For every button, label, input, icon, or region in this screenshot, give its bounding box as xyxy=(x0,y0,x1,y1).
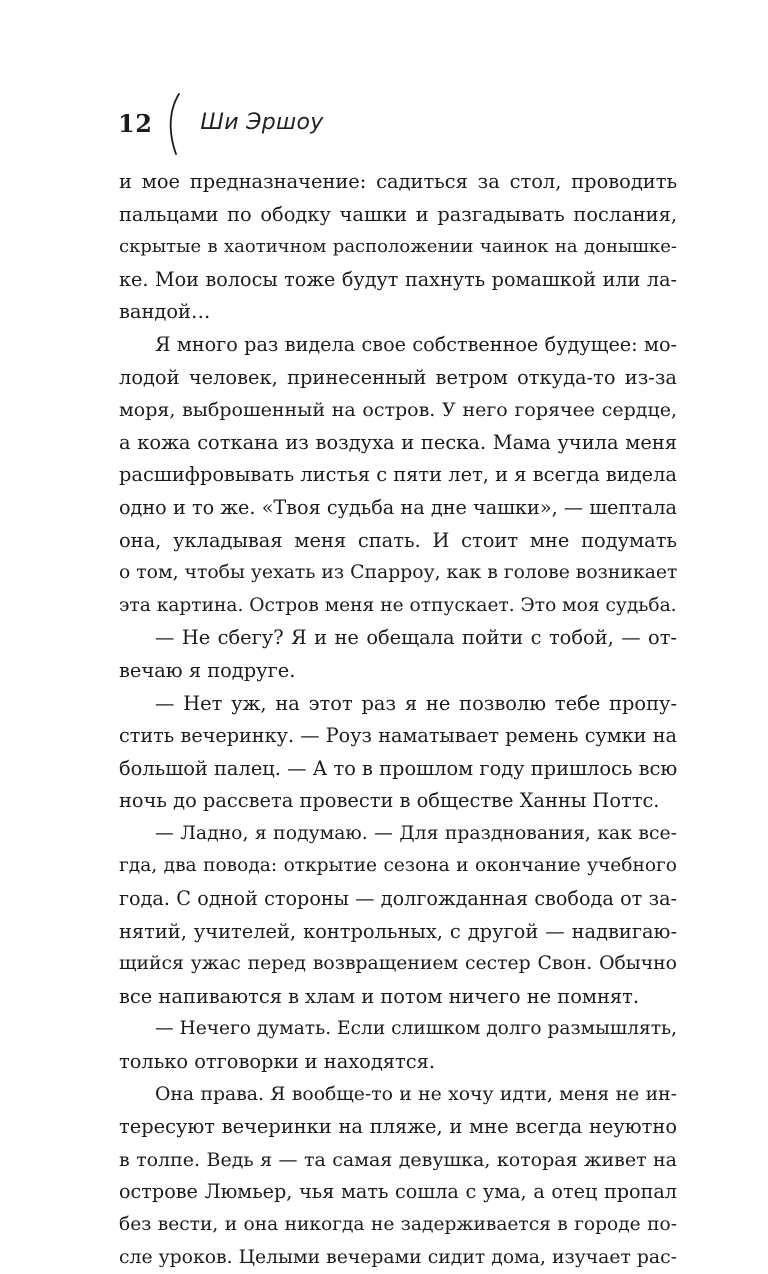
text-line: о том, чтобы уехать из Спарроу, как в голове возникает xyxy=(119,562,678,584)
text-line: Она права. Я вообще-то и не хочу идти, меня не ин- xyxy=(155,1083,677,1105)
text-line: вечаю я подруге. xyxy=(119,658,296,682)
text-line: большой палец. — А то в прошлом году пришлось всю xyxy=(119,756,678,780)
text-line: гда, два повода: открытие сезона и окончание учебного xyxy=(119,855,677,877)
text-line: пальцами по ободку чашки и разгадывать послания, xyxy=(119,202,677,226)
text-line: нятий, учителей, контрольных, с другой — надвигаю- xyxy=(119,919,677,943)
text-line: лодой человек, принесенный ветром откуда-то из-за xyxy=(119,365,677,389)
text-line: эта картина. Остров меня не отпускает. Это моя судьба. xyxy=(119,594,677,616)
page-number: 12 xyxy=(118,109,153,138)
running-head xyxy=(118,92,324,162)
text-line: — Не сбегу? Я и не обещала пойти с тобой, — от- xyxy=(155,626,677,650)
text-line: — Ладно, я подумаю. — Для празднования, как все- xyxy=(155,822,677,844)
body-text xyxy=(119,166,677,1274)
text-line: острове Люмьер, чья мать сошла с ума, а отец пропал xyxy=(119,1180,677,1204)
text-line: все напиваются в хлам и потом ничего не помнят. xyxy=(119,984,639,1008)
text-line: а кожа соткана из воздуха и песка. Мама учила меня xyxy=(119,430,677,454)
text-line: только отговорки и находятся. xyxy=(119,1050,436,1074)
text-line: года. С одной стороны — долгожданная свобода от за- xyxy=(119,887,677,911)
text-line: щийся ужас перед возвращением сестер Свон. Обычно xyxy=(119,953,677,975)
text-line: сле уроков. Целыми вечерами сидит дома, изучает рас- xyxy=(119,1246,677,1268)
text-line: в толпе. Ведь я — та самая девушка, которая живет на xyxy=(119,1148,677,1171)
text-line: одно и то же. «Твоя судьба на дне чашки», — шептала xyxy=(119,495,677,519)
text-line: она, укладывая меня спать. И стоит мне подумать xyxy=(119,528,677,552)
bracket-ornament xyxy=(166,92,186,156)
text-line: и мое предназначение: садиться за стол, проводить xyxy=(119,170,677,193)
text-line: без вести, и она никогда не задерживается в городе по- xyxy=(119,1214,677,1235)
text-line: тересуют вечеринки на пляже, и мне всегда неуютно xyxy=(119,1115,677,1139)
text-line: Я много раз видела свое собственное будущее: мо- xyxy=(155,332,677,356)
text-line: моря, выброшенный на остров. У него горячее сердце, xyxy=(119,399,677,422)
text-line: ке. Мои волосы тоже будут пахнуть ромашкой или ла- xyxy=(119,267,677,291)
text-line: скрытые в хаотичном расположении чаинок на донышке- xyxy=(119,236,677,258)
text-line: — Нет уж, на этот раз я не позволю тебе пропу- xyxy=(155,691,677,715)
text-line: стить вечеринку. — Роуз наматывает ремень сумки на xyxy=(119,724,677,748)
text-line: — Нечего думать. Если слишком долго размышлять, xyxy=(155,1018,678,1040)
text-line: расшифровывать листья с пяти лет, и я всегда видела xyxy=(119,463,677,487)
author-name: Ши Эршоу xyxy=(200,110,324,135)
text-line: вандой… xyxy=(119,300,211,324)
text-line: ночь до рассвета провести в обществе Ханны Поттс. xyxy=(119,789,660,813)
